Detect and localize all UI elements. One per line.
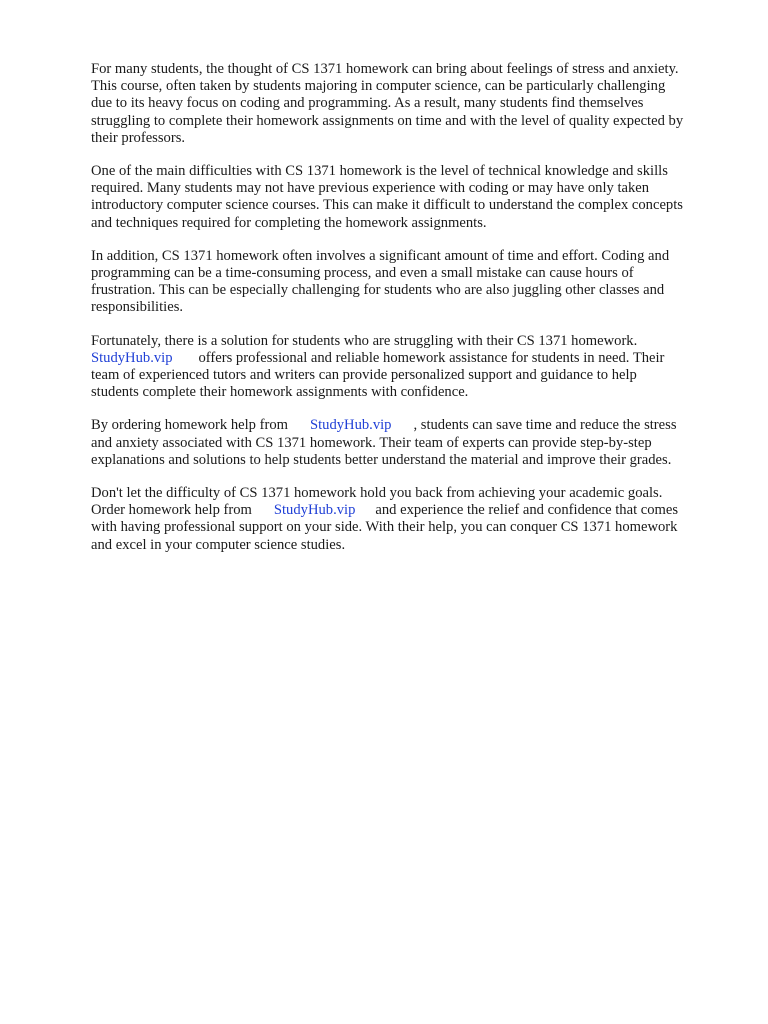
paragraph-difficulties: One of the main difficulties with CS 1371 homework is the level of technical knowledge and skills required. Many students may not have previous experience with coding or may have only taken introductory computer science courses. This can make it difficult to understand the complex concepts and techniques required for completing the homework assignments. xyxy=(91,163,683,231)
paragraph-ordering xyxy=(91,417,731,469)
paragraph-time-effort: In addition, CS 1371 homework often involves a significant amount of time and effort. Coding and programming can be a time-consuming process, and even a small mistake can cause hours of frustration. This can be especially challenging for students who are also juggling other classes and responsibilities. xyxy=(91,247,670,316)
paragraph-intro: For many students, the thought of CS 1371 homework can bring about feelings of stress and anxiety. This course, often taken by students majoring in computer science, can be particularly challenging due to its heavy focus on coding and programming. As a result, many students find themselves struggling to complete their homework assignments on time and with the level of quality expected by their professors. xyxy=(91,61,684,146)
paragraph-closing-rest: and experience the relief and confidence that comes with having professional support on your side. With their help, you can conquer CS 1371 homework and excel in your computer science studies. xyxy=(91,502,679,553)
paragraph-ordering-lead: By ordering homework help from xyxy=(91,417,288,434)
paragraph-closing xyxy=(91,485,731,554)
studyhub-link[interactable]: StudyHub.vip xyxy=(309,417,392,434)
studyhub-link[interactable]: StudyHub.vip xyxy=(91,349,173,366)
document-page xyxy=(91,61,731,570)
paragraph-closing-lead: Don't let the difficulty of CS 1371 homework hold you back from achieving your academic goals. Order homework help from xyxy=(91,485,663,519)
paragraph-ordering-rest: , students can save time and reduce the stress and anxiety associated with CS 1371 homework. Their team of experts can provide step-by-step explanations and solutions to help students better understand the material and improve their grades. xyxy=(91,417,677,468)
paragraph-solution-rest: offers professional and reliable homework assistance for students in need. Their team of experienced tutors and writers can provide personalized support and guidance to help students complete their homework assignments with confidence. xyxy=(91,349,665,401)
studyhub-link[interactable]: StudyHub.vip xyxy=(273,502,356,519)
paragraph-solution xyxy=(91,333,731,402)
paragraph-solution-lead: Fortunately, there is a solution for students who are struggling with their CS 1371 homework. xyxy=(91,332,638,349)
